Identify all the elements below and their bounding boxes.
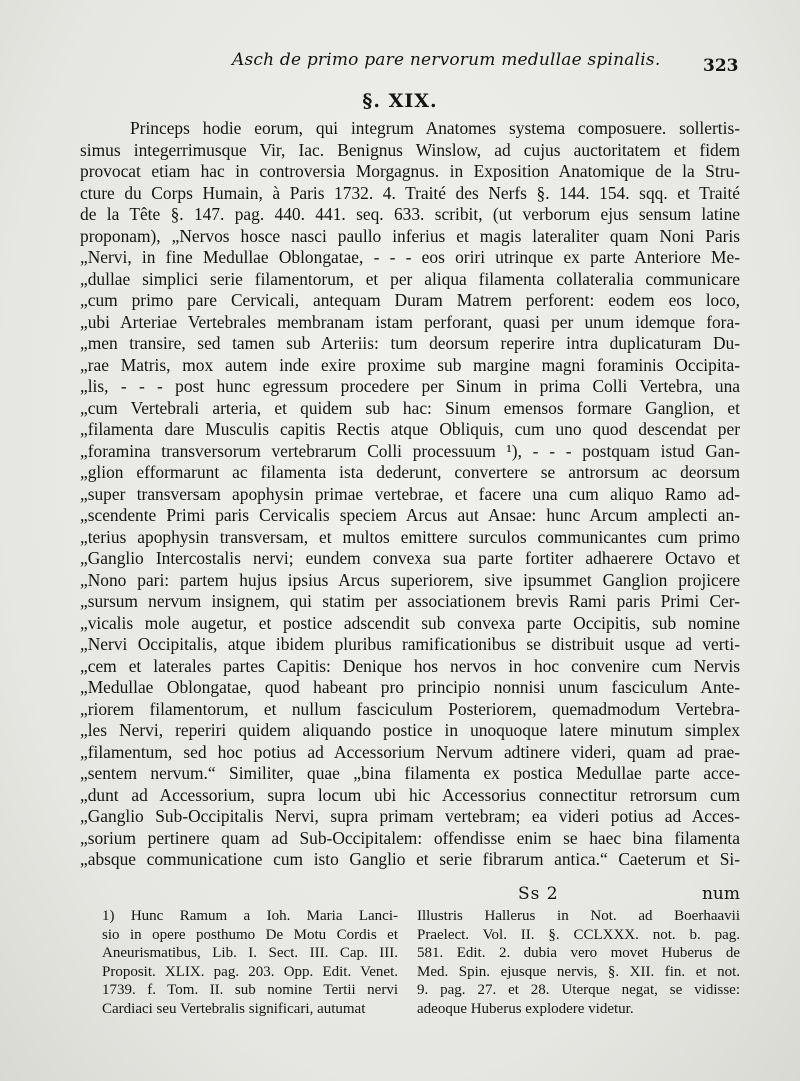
signature-mark: Ss 2 bbox=[518, 884, 559, 904]
body-line: proponam), „Nervos hosce nasci paullo inferius et magis lateraliter quam Noni Paris bbox=[80, 225, 740, 246]
footnote-line: Illustris Hallerus in Not. ad Boerhaavii bbox=[417, 908, 740, 924]
body-line: „Nono pari: partem hujus ipsius Arcus superiorem, sive ipsummet Ganglion projicere bbox=[80, 569, 740, 590]
footnote-line: 9. pag. 27. et 28. Uterque negat, se vidisse: bbox=[417, 982, 740, 999]
body-line: de la Tête §. 147. pag. 440. 441. seq. 633. scribit, (ut verborum ejus sensum latine bbox=[80, 204, 740, 224]
section-heading: §. XIX. bbox=[362, 90, 438, 112]
body-line: „cem et laterales partes Capitis: Denique hos nervos in hoc convenire cum Nervis bbox=[80, 655, 740, 676]
body-line: „Medullae Oblongatae, quod habeant pro principio nonnisi unum fasciculum Ante- bbox=[80, 677, 740, 697]
body-line: „glion efformarunt ac filamenta ista dederunt, convertere se antrorsum ac deorsum bbox=[80, 462, 740, 482]
body-line: simus integerrimusque Vir, Iac. Benignus Winslow, ad cujus auctoritatem et fidem bbox=[80, 139, 740, 160]
body-line: „Ganglio Sub-Occipitalis Nervi, supra primam vertebram; ea videri potius ad Acces- bbox=[80, 806, 740, 826]
page-footer bbox=[80, 884, 740, 906]
body-line: „rae Matris, mox autem inde exire proxime sub margine magni foraminis Occipita- bbox=[80, 354, 740, 375]
body-line: „cum primo pare Cervicali, antequam Duram Matrem perforent: eodem eos loco, bbox=[80, 290, 740, 310]
footnote-line: sio in opere posthumo De Motu Cordis et bbox=[102, 926, 398, 943]
body-line: „lis, - - - post hunc egressum procedere per Sinum in prima Colli Vertebra, una bbox=[80, 376, 740, 396]
body-line: „absque communicatione cum isto Ganglio et serie fibrarum antica.“ Caeterum et Si- bbox=[80, 849, 740, 869]
body-line: „sorium pertinere quam ad Sub-Occipitalem: offendisse enim se haec bina filamenta bbox=[80, 827, 740, 848]
body-line: cture du Corps Humain, à Paris 1732. 4. Traité des Nerfs §. 144. 154. sqq. et Traité bbox=[80, 182, 740, 203]
catchword: num bbox=[701, 884, 740, 904]
body-line: „sentem nervum.“ Similiter, quae „bina filamenta ex postica Medullae parte acce- bbox=[80, 763, 740, 783]
running-head bbox=[0, 48, 800, 74]
body-line: „terius apophysin transversam, et multos emittere surculos communicantes cum primo bbox=[80, 526, 740, 547]
footnote-line: Cardiaci seu Vertebralis significari, autumat bbox=[102, 1000, 366, 1017]
running-title: Asch de primo pare nervorum medullae spinalis. bbox=[232, 50, 661, 70]
body-line: „les Nervi, reperiri quidem aliquando postice in unoquoque latere minutum simplex bbox=[80, 720, 740, 740]
body-line: „Ganglio Intercostalis nervi; eundem convexa sua parte fortiter adhaerere Octavo et bbox=[80, 548, 740, 568]
body-line: „sursum nervum insignem, qui statim per associationem brevis Rami paris Primi Cer- bbox=[80, 591, 740, 611]
body-line: „cum Vertebrali arteria, et quidem sub hac: Sinum emensos formare Ganglion, et bbox=[80, 397, 740, 418]
body-line: „scendente Primi paris Cervicalis speciem Arcus aut Ansae: hunc Arcum amplecti an- bbox=[80, 505, 740, 525]
body-line: „Nervi, in fine Medullae Oblongatae, - - - eos oriri utrinque ex parte Anteriore Me- bbox=[80, 247, 740, 267]
footnote-line: adeoque Huberus explodere videtur. bbox=[417, 1000, 634, 1017]
body-line: provocat etiam hac in controversia Morgagnus. in Exposition Anatomique de la Stru- bbox=[80, 161, 740, 181]
footnote-line: 581. Edit. 2. dubia vero movet Huberus de bbox=[417, 945, 740, 962]
body-text bbox=[80, 118, 740, 871]
footnote-line: Praelect. Vol. II. §. CCLXXX. not. b. pag. bbox=[417, 926, 740, 943]
body-line: „dunt ad Accessorium, supra locum ubi hic Accessorius connectitur retrorsum cum bbox=[80, 784, 740, 805]
body-line: „foramina transversorum vertebrarum Colli processuum ¹), - - - postquam istud Gan- bbox=[80, 440, 740, 461]
body-line: „riorem filamentorum, et nullum fasciculum Posteriorem, quemadmodum Vertebra- bbox=[80, 698, 740, 719]
footnote-line: 1) Hunc Ramum a Ioh. Maria Lanci- bbox=[102, 908, 398, 924]
footnote-column-left bbox=[102, 907, 398, 1019]
footnote-column-right bbox=[417, 907, 740, 1019]
body-line: „super transversam apophysin primae vertebrae, et facere una cum aliquo Ramo ad- bbox=[80, 483, 740, 504]
body-line: „filamenta dare Musculis capitis Rectis atque Obliquis, cum uno quod descendat per bbox=[80, 419, 740, 439]
body-line: Princeps hodie eorum, qui integrum Anatomes systema composuere. sollertis- bbox=[130, 118, 740, 138]
body-line: „filamentum, sed hoc potius ad Accessorium Nervum adtinere videri, quam ad prae- bbox=[80, 741, 740, 762]
body-line: „ubi Arteriae Vertebrales membranam istam perforant, quasi per unum idemque fora- bbox=[80, 311, 740, 332]
footnote-line: Aneurismatibus, Lib. I. Sect. III. Cap. III. bbox=[102, 945, 398, 962]
footnote-line: 1739. f. Tom. II. sub nomine Tertii nervi bbox=[102, 982, 398, 999]
body-line: „Nervi Occipitalis, atque ibidem pluribus ramificationibus se distribuit usque ad verti- bbox=[80, 634, 740, 654]
footnote-line: Med. Spin. ejusque nervis, §. XII. fin. et not. bbox=[417, 963, 740, 980]
body-line: „vicalis mole augetur, et postice adscendit sub convexa parte Occipitis, sub nomine bbox=[80, 612, 740, 633]
footnote-line: Proposit. XLIX. pag. 203. Opp. Edit. Venet. bbox=[102, 963, 398, 980]
body-line: „men transire, sed tamen sub Arteriis: tum deorsum reperire intra duplicaturam Du- bbox=[80, 333, 740, 353]
page-number: 323 bbox=[703, 56, 739, 76]
body-line: „dullae simplici serie filamentorum, et per aliqua filamenta collateralia communicare bbox=[80, 268, 740, 289]
